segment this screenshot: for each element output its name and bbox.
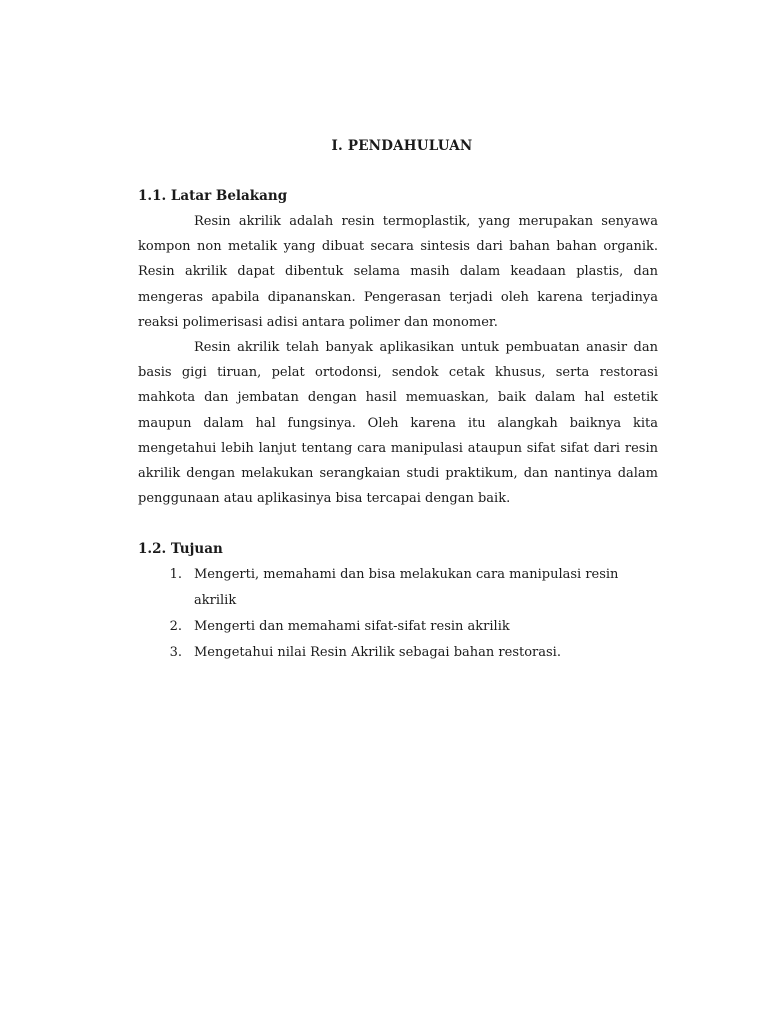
list-number: 2. <box>169 619 182 634</box>
list-number: 3. <box>169 645 182 660</box>
paragraph: Resin akrilik telah banyak aplikasikan untuk pembuatan anasir dan basis gigi tiruan, pelat ortodonsi, sendok cetak khusus, serta restorasi mahkota dan jembatan dengan hasil memuaskan, baik dalam hal estetik maupun dalam hal fungsinya. Oleh karena itu alangkah baiknya kita mengetahui lebih lanjut tentang cara manipulasi ataupun sifat sifat dari resin akrilik dengan melakukan serangkaian studi praktikum, dan nantinya dalam penggunaan atau aplikasinya bisa tercapai dengan baik. <box>138 340 658 507</box>
section-heading: 1.1. Latar Belakang <box>138 188 288 204</box>
objectives-list <box>138 562 658 666</box>
list-item <box>138 562 658 614</box>
paragraph: Resin akrilik adalah resin termoplastik, yang merupakan senyawa kompon non metalik yang dibuat secara sintesis dari bahan bahan organik. Resin akrilik dapat dibentuk selama masih dalam keadaan plastis, dan mengeras apabila dipananskan. Pengerasan terjadi oleh karena terjadinya reaksi polimerisasi adisi antara polimer dan monomer. <box>138 214 658 330</box>
section-heading: 1.2. Tujuan <box>138 541 223 557</box>
page-title: I. PENDAHULUAN <box>331 138 473 154</box>
list-text: Mengerti, memahami dan bisa melakukan cara manipulasi resin akrilik <box>194 567 619 608</box>
section-tujuan <box>138 537 658 666</box>
list-number: 1. <box>169 567 182 582</box>
list-text: Mengerti dan memahami sifat-sifat resin akrilik <box>194 619 510 634</box>
list-item <box>138 640 658 666</box>
list-item <box>138 614 658 640</box>
list-text: Mengetahui nilai Resin Akrilik sebagai bahan restorasi. <box>194 645 561 660</box>
section-latar-belakang <box>138 184 658 511</box>
